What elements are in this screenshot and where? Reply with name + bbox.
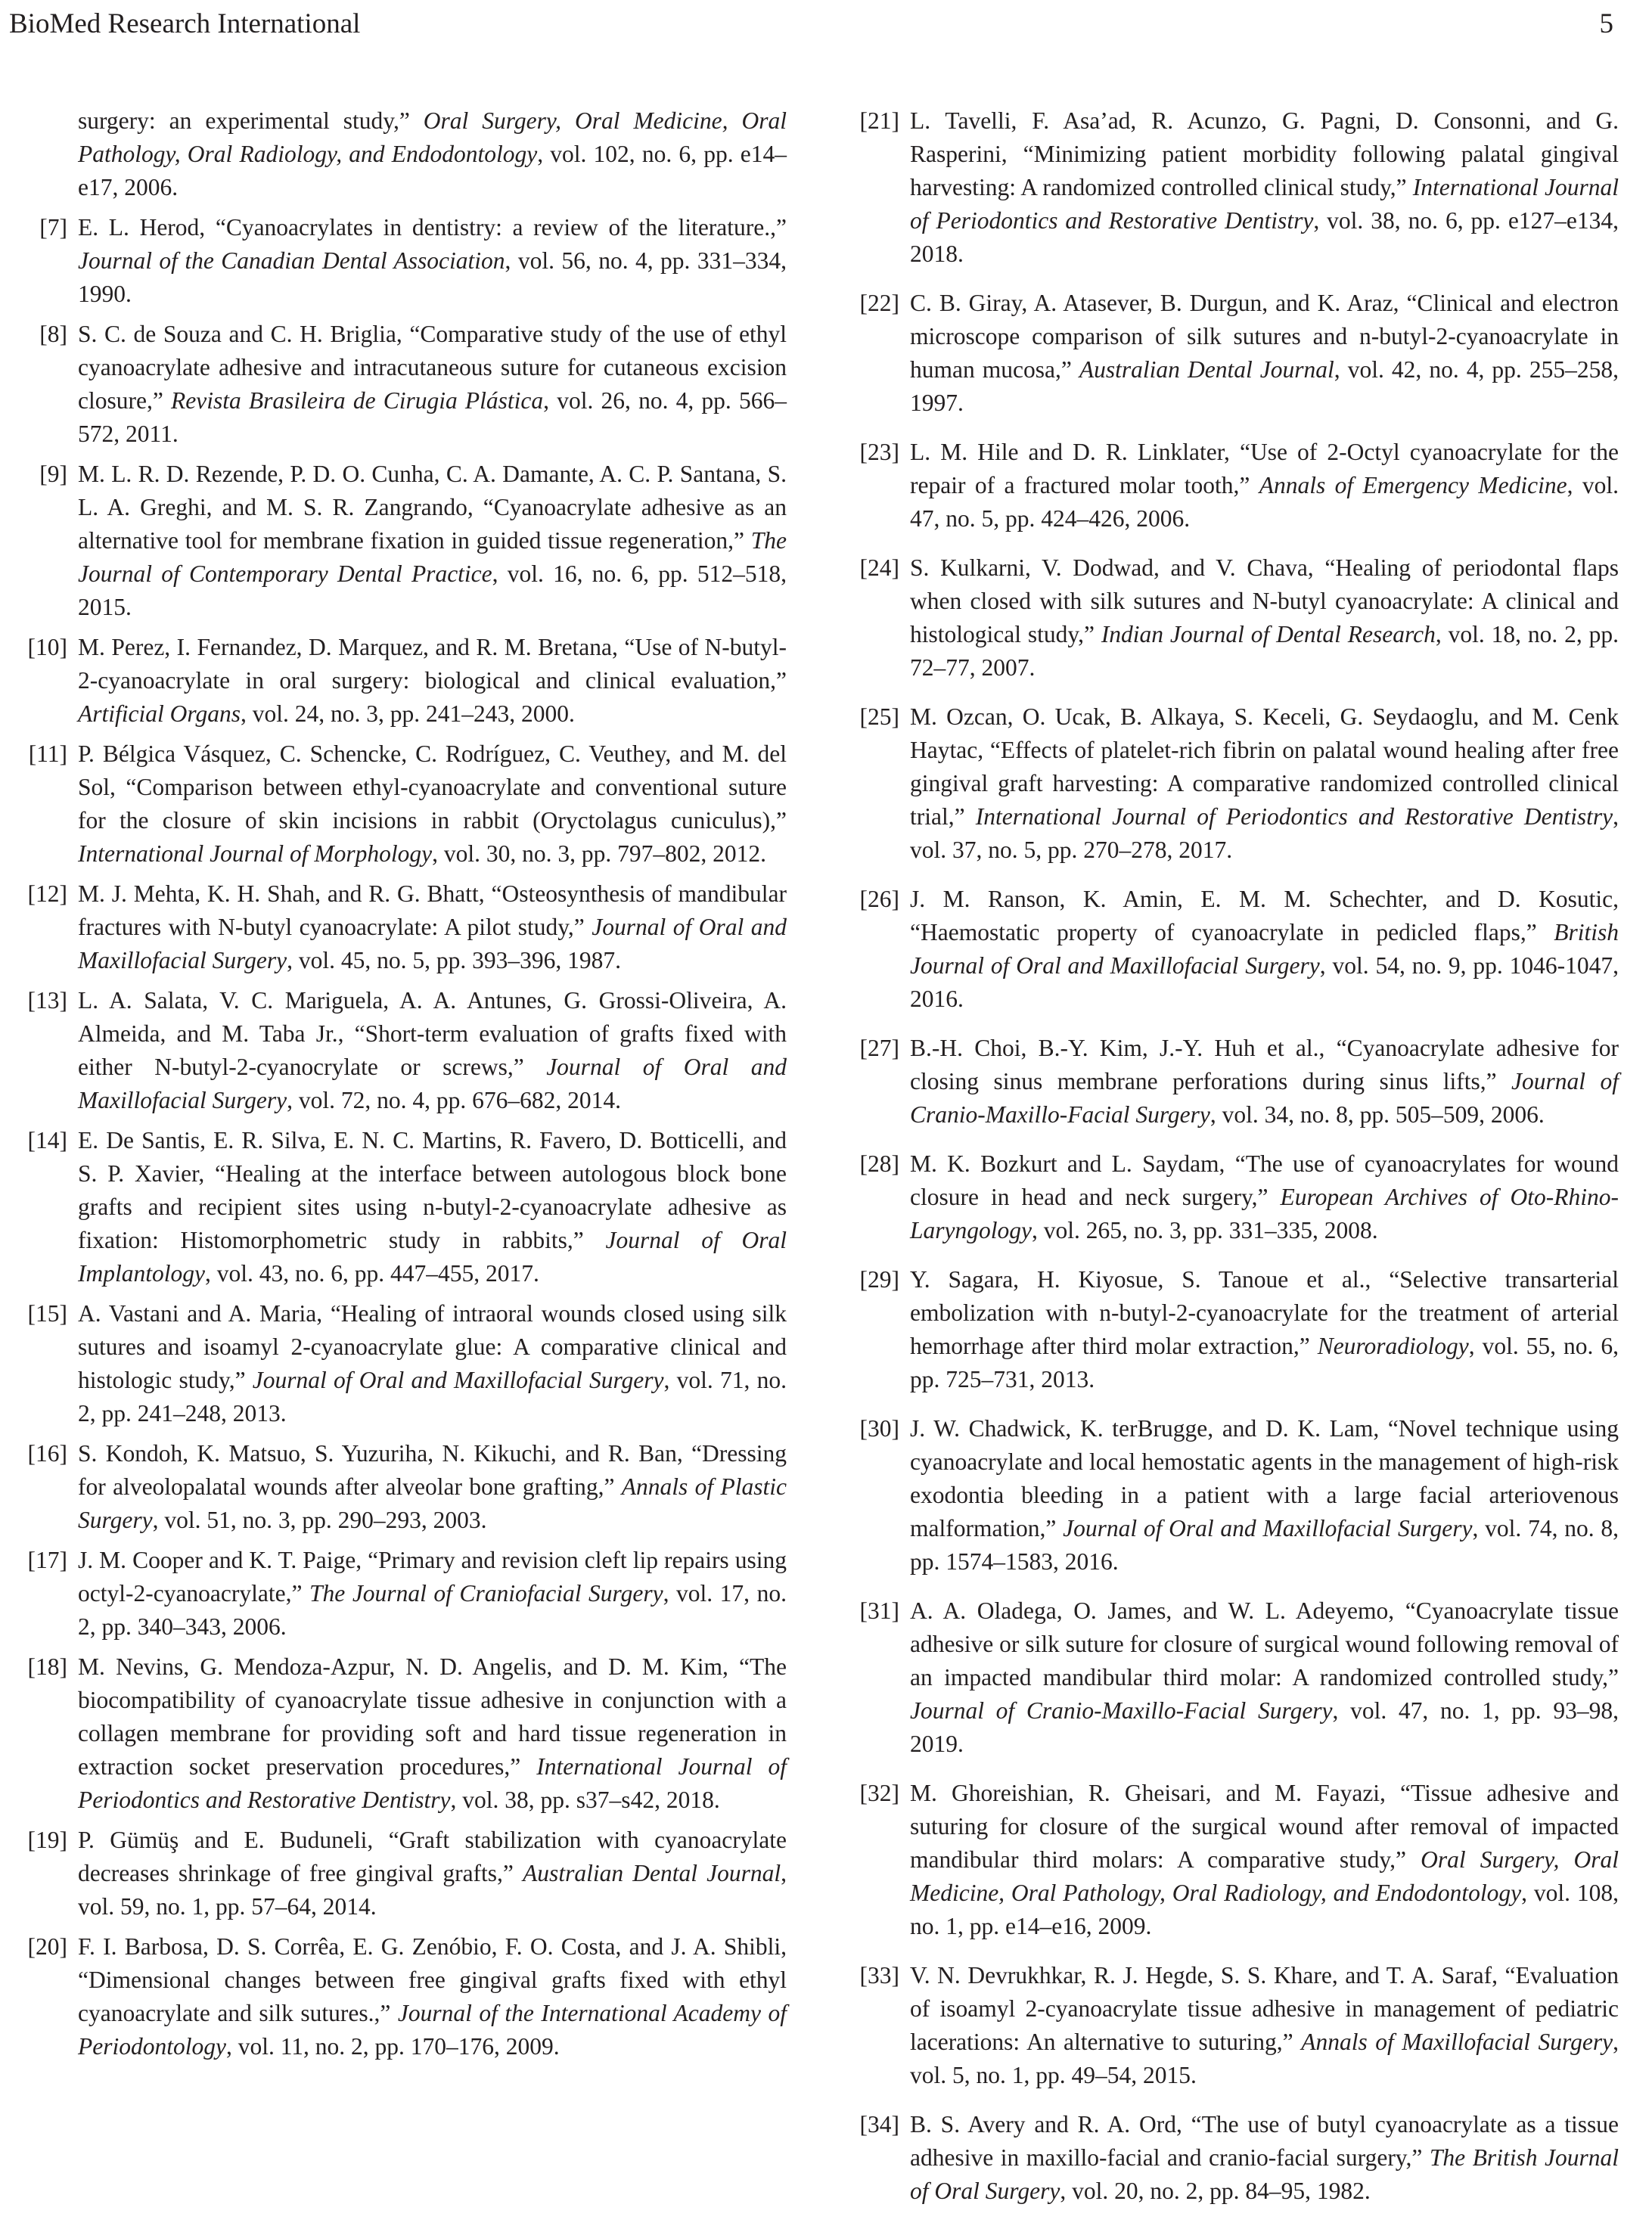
reference-text-segment: , vol. 43, no. 6, pp. 447–455, 2017. [204, 1260, 539, 1287]
reference-text [78, 631, 787, 731]
reference-text-segment: S. Kulkarni, V. Dodwad, and V. Chava, “Healing of periodontal flaps when closed with silk sutures and N-butyl cyanoacrylate: A clinical and histological study,” [910, 554, 1619, 647]
reference-journal-title: The Journal of Craniofacial Surgery [309, 1580, 663, 1607]
reference-number: [21] [859, 107, 899, 134]
reference-entry [11, 737, 787, 871]
reference-text-segment: , vol. 38, no. 6, pp. e127–e134, 2018. [910, 207, 1619, 267]
reference-text-segment: , vol. 54, no. 9, pp. 1046-1047, 2016. [910, 952, 1619, 1012]
reference-entry [843, 1959, 1619, 2092]
reference-journal-title: Revista Brasileira de Cirugia Plástica [171, 387, 544, 414]
reference-entry [11, 1930, 787, 2063]
reference-text [78, 1297, 787, 1430]
reference-journal-title: Oral Surgery, Oral Medicine, Oral Pathology, Oral Radiology, and Endodontology [78, 107, 787, 167]
reference-text-segment: M. Ozcan, O. Ucak, B. Alkaya, S. Keceli, G. Seydaoglu, and M. Cenk Haytac, “Effects of platelet-rich fibrin on palatal wound healing after free gingival graft harvesting: A comparative randomized controlled clinical trial,” [910, 703, 1619, 830]
reference-text-segment: , vol. 108, no. 1, pp. e14–e16, 2009. [910, 1880, 1619, 1939]
reference-text-segment: , vol. 42, no. 4, pp. 255–258, 1997. [910, 356, 1619, 416]
reference-text [910, 1594, 1619, 1761]
reference-entry [843, 883, 1619, 1016]
reference-number: [10] [27, 634, 67, 660]
reference-text [78, 984, 787, 1117]
reference-text-segment: M. L. R. D. Rezende, P. D. O. Cunha, C. A. Damante, A. C. P. Santana, S. L. A. Greghi, and M. S. R. Zangrando, “Cyanoacrylate adhesive as an alternative tool for membrane fixation in guided tissue regeneration,” [78, 461, 787, 554]
reference-text-segment: , vol. 38, pp. s37–s42, 2018. [450, 1787, 720, 1813]
reference-number: [22] [859, 290, 899, 316]
reference-column-left [11, 104, 787, 2070]
reference-entry [843, 1147, 1619, 1247]
reference-text-segment: , vol. 11, no. 2, pp. 170–176, 2009. [225, 2033, 560, 2060]
reference-column-right [843, 104, 1619, 2224]
reference-text [910, 2108, 1619, 2208]
reference-entry [11, 211, 787, 311]
reference-text-segment: , vol. 17, no. 2, pp. 340–343, 2006. [78, 1580, 787, 1640]
reference-number: [29] [859, 1266, 899, 1293]
reference-entry [843, 2108, 1619, 2208]
reference-number: [25] [859, 703, 899, 730]
reference-text-segment: E. De Santis, E. R. Silva, E. N. C. Martins, R. Favero, D. Botticelli, and S. P. Xavier, “Healing at the interface between autologous block bone grafts and recipient sites using n-butyl-2-cyanoacrylate adhesive as fixation: Histomorphometric study in rabbits,” [78, 1127, 787, 1253]
reference-journal-title: Annals of Maxillofacial Surgery [1301, 2029, 1613, 2055]
reference-text-segment: J. M. Ranson, K. Amin, E. M. M. Schechter, and D. Kosutic, “Haemostatic property of cyanoacrylate in pedicled flaps,” [910, 886, 1619, 945]
reference-text-segment: C. B. Giray, A. Atasever, B. Durgun, and K. Araz, “Clinical and electron microscope comparison of silk sutures and n-butyl-2-cyanoacrylate in human mucosa,” [910, 290, 1619, 383]
reference-text-segment: , vol. 47, no. 1, pp. 93–98, 2019. [910, 1697, 1619, 1757]
reference-text-segment: , vol. 56, no. 4, pp. 331–334, 1990. [78, 247, 787, 307]
reference-text-segment: M. Perez, I. Fernandez, D. Marquez, and R. M. Bretana, “Use of N-butyl-2-cyanoacrylate in oral surgery: biological and clinical evaluation,” [78, 634, 787, 694]
reference-number: [7] [39, 214, 67, 241]
reference-entry [11, 458, 787, 624]
page-header [0, 0, 1652, 53]
reference-text-segment: , vol. 51, no. 3, pp. 290–293, 2003. [152, 1507, 487, 1533]
reference-text-segment: L. Tavelli, F. Asa’ad, R. Acunzo, G. Pagni, D. Consonni, and G. Rasperini, “Minimizing patient morbidity following palatal gingival harvesting: A randomized controlled clinical study,” [910, 107, 1619, 200]
reference-entry [11, 984, 787, 1117]
reference-text [78, 1544, 787, 1644]
reference-number: [18] [27, 1653, 67, 1680]
reference-text [910, 700, 1619, 867]
reference-text [78, 211, 787, 311]
reference-text-segment: E. L. Herod, “Cyanoacrylates in dentistry: a review of the literature.,” [78, 214, 787, 241]
reference-number: [30] [859, 1415, 899, 1442]
reference-entry [843, 104, 1619, 271]
reference-text-segment: , vol. 47, no. 5, pp. 424–426, 2006. [910, 472, 1619, 532]
reference-number: [26] [859, 886, 899, 912]
reference-text [910, 551, 1619, 685]
reference-text [910, 1777, 1619, 1943]
reference-journal-title: International Journal of Periodontics and Restorative Dentistry [975, 803, 1613, 830]
reference-number: [12] [27, 880, 67, 907]
reference-text [910, 104, 1619, 271]
reference-number: [19] [27, 1827, 67, 1853]
reference-text-segment: L. M. Hile and D. R. Linklater, “Use of 2-Octyl cyanoacrylate for the repair of a fractured molar tooth,” [910, 439, 1619, 498]
reference-text-segment: , vol. 59, no. 1, pp. 57–64, 2014. [78, 1860, 787, 1920]
reference-text-segment: , vol. 18, no. 2, pp. 72–77, 2007. [910, 621, 1619, 681]
reference-entry [843, 551, 1619, 685]
reference-text-segment: , vol. 265, no. 3, pp. 331–335, 2008. [1032, 1217, 1378, 1243]
reference-entry [843, 1412, 1619, 1579]
reference-text-segment: surgery: an experimental study,” [78, 107, 424, 134]
reference-number: [24] [859, 554, 899, 581]
reference-text [78, 877, 787, 977]
reference-number: [11] [28, 740, 67, 767]
reference-number: [23] [859, 439, 899, 465]
reference-text-segment: M. Nevins, G. Mendoza-Azpur, N. D. Angelis, and D. M. Kim, “The biocompatibility of cyanoacrylate tissue adhesive in conjunction with a collagen membrane for providing soft and hard tissue regeneration in extraction socket preservation procedures,” [78, 1653, 787, 1780]
reference-text-segment: B.-H. Choi, B.-Y. Kim, J.-Y. Huh et al., “Cyanoacrylate adhesive for closing sinus membrane perforations during sinus lifts,” [910, 1035, 1619, 1094]
reference-journal-title: International Journal of Periodontics and Restorative Dentistry [78, 1753, 787, 1813]
reference-entry [843, 1032, 1619, 1132]
reference-journal-title: Annals of Emergency Medicine [1259, 472, 1567, 498]
reference-text-segment: P. Gümüş and E. Buduneli, “Graft stabilization with cyanoacrylate decreases shrinkage of free gingival grafts,” [78, 1827, 787, 1886]
reference-text [78, 1437, 787, 1537]
reference-entry [843, 700, 1619, 867]
reference-text-segment: , vol. 45, no. 5, pp. 393–396, 1987. [287, 947, 622, 973]
reference-text [910, 1959, 1619, 2092]
reference-number: [14] [27, 1127, 67, 1153]
reference-number: [32] [859, 1780, 899, 1806]
reference-entry [11, 1297, 787, 1430]
reference-journal-title: Artificial Organs [78, 700, 241, 727]
reference-text-segment: , vol. 24, no. 3, pp. 241–243, 2000. [240, 700, 575, 727]
reference-entry [843, 1594, 1619, 1761]
reference-text [78, 104, 787, 204]
reference-number: [34] [859, 2111, 899, 2138]
reference-text [78, 318, 787, 451]
reference-text [78, 1124, 787, 1290]
reference-text [910, 883, 1619, 1016]
reference-text [78, 1824, 787, 1923]
reference-journal-title: Journal of Oral and Maxillofacial Surgery [252, 1367, 664, 1393]
reference-text [78, 1930, 787, 2063]
reference-number: [28] [859, 1150, 899, 1177]
reference-entry [11, 1650, 787, 1817]
reference-text-segment: , vol. 34, no. 8, pp. 505–509, 2006. [1210, 1101, 1545, 1128]
reference-text-segment: A. Vastani and A. Maria, “Healing of intraoral wounds closed using silk sutures and isoamyl 2-cyanoacrylate glue: A comparative clinical and histologic study,” [78, 1300, 787, 1393]
reference-journal-title: Journal of Oral and Maxillofacial Surgery [78, 1054, 787, 1113]
reference-text-segment: , vol. 20, no. 2, pp. 84–95, 1982. [1060, 2178, 1371, 2204]
reference-journal-title: Journal of the International Academy of Periodontology [78, 2000, 787, 2060]
reference-text [910, 287, 1619, 420]
reference-text-segment: P. Bélgica Vásquez, C. Schencke, C. Rodríguez, C. Veuthey, and M. del Sol, “Comparison between ethyl-cyanoacrylate and conventional suture for the closure of skin incisions in rabbit (Oryctolagus cuniculus),” [78, 740, 787, 834]
reference-text-segment: , vol. 74, no. 8, pp. 1574–1583, 2016. [910, 1515, 1619, 1575]
reference-text [78, 737, 787, 871]
reference-journal-title: Australian Dental Journal [1079, 356, 1334, 383]
reference-text-segment: , vol. 55, no. 6, pp. 725–731, 2013. [910, 1333, 1619, 1392]
reference-journal-title: Neuroradiology [1317, 1333, 1469, 1359]
reference-text-segment: S. Kondoh, K. Matsuo, S. Yuzuriha, N. Kikuchi, and R. Ban, “Dressing for alveolopalatal wounds after alveolar bone grafting,” [78, 1440, 787, 1500]
reference-number: [33] [859, 1962, 899, 1988]
reference-journal-title: The Journal of Contemporary Dental Practice [78, 527, 787, 587]
reference-number: [20] [27, 1933, 67, 1960]
journal-name: BioMed Research International [9, 8, 361, 39]
reference-text-segment: , vol. 37, no. 5, pp. 270–278, 2017. [910, 803, 1619, 863]
reference-text-segment: , vol. 26, no. 4, pp. 566–572, 2011. [78, 387, 787, 447]
reference-text-segment: M. Ghoreishian, R. Gheisari, and M. Fayazi, “Tissue adhesive and suturing for closure of the surgical wound after removal of impacted mandibular third molars: A comparative study,” [910, 1780, 1619, 1873]
reference-journal-title: Australian Dental Journal [523, 1860, 781, 1886]
reference-number: [8] [39, 321, 67, 347]
reference-entry [843, 1777, 1619, 1943]
reference-text [910, 436, 1619, 536]
reference-journal-title: Journal of Oral Implantology [78, 1227, 787, 1287]
reference-text-segment: M. K. Bozkurt and L. Saydam, “The use of cyanoacrylates for wound closure in head and neck surgery,” [910, 1150, 1619, 1210]
reference-entry [11, 1437, 787, 1537]
reference-text [78, 458, 787, 624]
reference-number: [9] [39, 461, 67, 487]
reference-number: [13] [27, 987, 67, 1014]
reference-journal-title: International Journal of Periodontics and Restorative Dentistry [910, 174, 1619, 234]
reference-entry [11, 877, 787, 977]
reference-text-segment: , vol. 72, no. 4, pp. 676–682, 2014. [287, 1087, 622, 1113]
reference-journal-title: The British Journal of Oral Surgery [910, 2144, 1619, 2204]
reference-text-segment: Y. Sagara, H. Kiyosue, S. Tanoue et al., “Selective transarterial embolization with n-butyl-2-cyanoacrylate for the treatment of arterial hemorrhage after third molar extraction,” [910, 1266, 1619, 1359]
reference-text-segment: J. M. Cooper and K. T. Paige, “Primary and revision cleft lip repairs using octyl-2-cyanoacrylate,” [78, 1547, 787, 1607]
reference-journal-title: Journal of Oral and Maxillofacial Surgery [1063, 1515, 1473, 1541]
reference-text-segment: , vol. 102, no. 6, pp. e14–e17, 2006. [78, 141, 787, 200]
reference-text-segment: F. I. Barbosa, D. S. Corrêa, E. G. Zenóbio, F. O. Costa, and J. A. Shibli, “Dimensional changes between free gingival grafts fixed with ethyl cyanoacrylate and silk sutures.,” [78, 1933, 787, 2026]
reference-text-segment: L. A. Salata, V. C. Mariguela, A. A. Antunes, G. Grossi-Oliveira, A. Almeida, and M. Taba Jr., “Short-term evaluation of grafts fixed with either N-butyl-2-cyanocrylate or screws,” [78, 987, 787, 1080]
reference-entry [11, 104, 787, 204]
reference-text-segment: , vol. 71, no. 2, pp. 241–248, 2013. [78, 1367, 787, 1427]
reference-text [910, 1147, 1619, 1247]
reference-journal-title: Oral Surgery, Oral Medicine, Oral Pathology, Oral Radiology, and Endodontology [910, 1846, 1619, 1906]
reference-journal-title: Indian Journal of Dental Research [1101, 621, 1436, 647]
reference-text [910, 1263, 1619, 1396]
reference-text-segment: S. C. de Souza and C. H. Briglia, “Comparative study of the use of ethyl cyanoacrylate adhesive and intracutaneous suture for cutaneous excision closure,” [78, 321, 787, 414]
reference-journal-title: British Journal of Oral and Maxillofacial Surgery [910, 919, 1619, 979]
reference-text [910, 1032, 1619, 1132]
reference-text-segment: J. W. Chadwick, K. terBrugge, and D. K. Lam, “Novel technique using cyanoacrylate and local hemostatic agents in the management of high-risk exodontia bleeding in a patient with a large facial arteriovenous malformation,” [910, 1415, 1619, 1541]
reference-journal-title: International Journal of Morphology [78, 840, 433, 867]
reference-entry [11, 1824, 787, 1923]
reference-number: [31] [859, 1597, 899, 1624]
reference-entry [11, 631, 787, 731]
reference-journal-title: Journal of Oral and Maxillofacial Surgery [78, 914, 787, 973]
reference-number: [17] [27, 1547, 67, 1573]
reference-journal-title: Journal of Cranio-Maxillo-Facial Surgery [910, 1697, 1333, 1724]
reference-text-segment: B. S. Avery and R. A. Ord, “The use of butyl cyanoacrylate as a tissue adhesive in maxillo-facial and cranio-facial surgery,” [910, 2111, 1619, 2171]
reference-entry [843, 1263, 1619, 1396]
reference-journal-title: Journal of Cranio-Maxillo-Facial Surgery [910, 1068, 1619, 1128]
reference-text [78, 1650, 787, 1817]
page-number: 5 [1599, 8, 1613, 39]
reference-journal-title: Journal of the Canadian Dental Association [78, 247, 505, 274]
reference-entry [11, 318, 787, 451]
reference-journal-title: Annals of Plastic Surgery [78, 1473, 787, 1533]
reference-text-segment: , vol. 30, no. 3, pp. 797–802, 2012. [432, 840, 766, 867]
reference-entry [11, 1544, 787, 1644]
reference-journal-title: European Archives of Oto-Rhino-Laryngology [910, 1184, 1619, 1243]
reference-text-segment: , vol. 5, no. 1, pp. 49–54, 2015. [910, 2029, 1619, 2088]
reference-number: [27] [859, 1035, 899, 1061]
reference-entry [843, 287, 1619, 420]
reference-text-segment: A. A. Oladega, O. James, and W. L. Adeyemo, “Cyanoacrylate tissue adhesive or silk suture for closure of surgical wound following removal of an impacted mandibular third molar: A randomized controlled study,” [910, 1597, 1619, 1690]
reference-number: [15] [27, 1300, 67, 1327]
reference-text [910, 1412, 1619, 1579]
reference-entry [11, 1124, 787, 1290]
reference-text-segment: M. J. Mehta, K. H. Shah, and R. G. Bhatt, “Osteosynthesis of mandibular fractures with N-butyl cyanoacrylate: A pilot study,” [78, 880, 787, 940]
reference-text-segment: V. N. Devrukhkar, R. J. Hegde, S. S. Khare, and T. A. Saraf, “Evaluation of isoamyl 2-cyanoacrylate tissue adhesive in management of pediatric lacerations: An alternative to suturing,” [910, 1962, 1619, 2055]
reference-entry [843, 436, 1619, 536]
reference-number: [16] [27, 1440, 67, 1467]
reference-text-segment: , vol. 16, no. 6, pp. 512–518, 2015. [78, 560, 787, 620]
